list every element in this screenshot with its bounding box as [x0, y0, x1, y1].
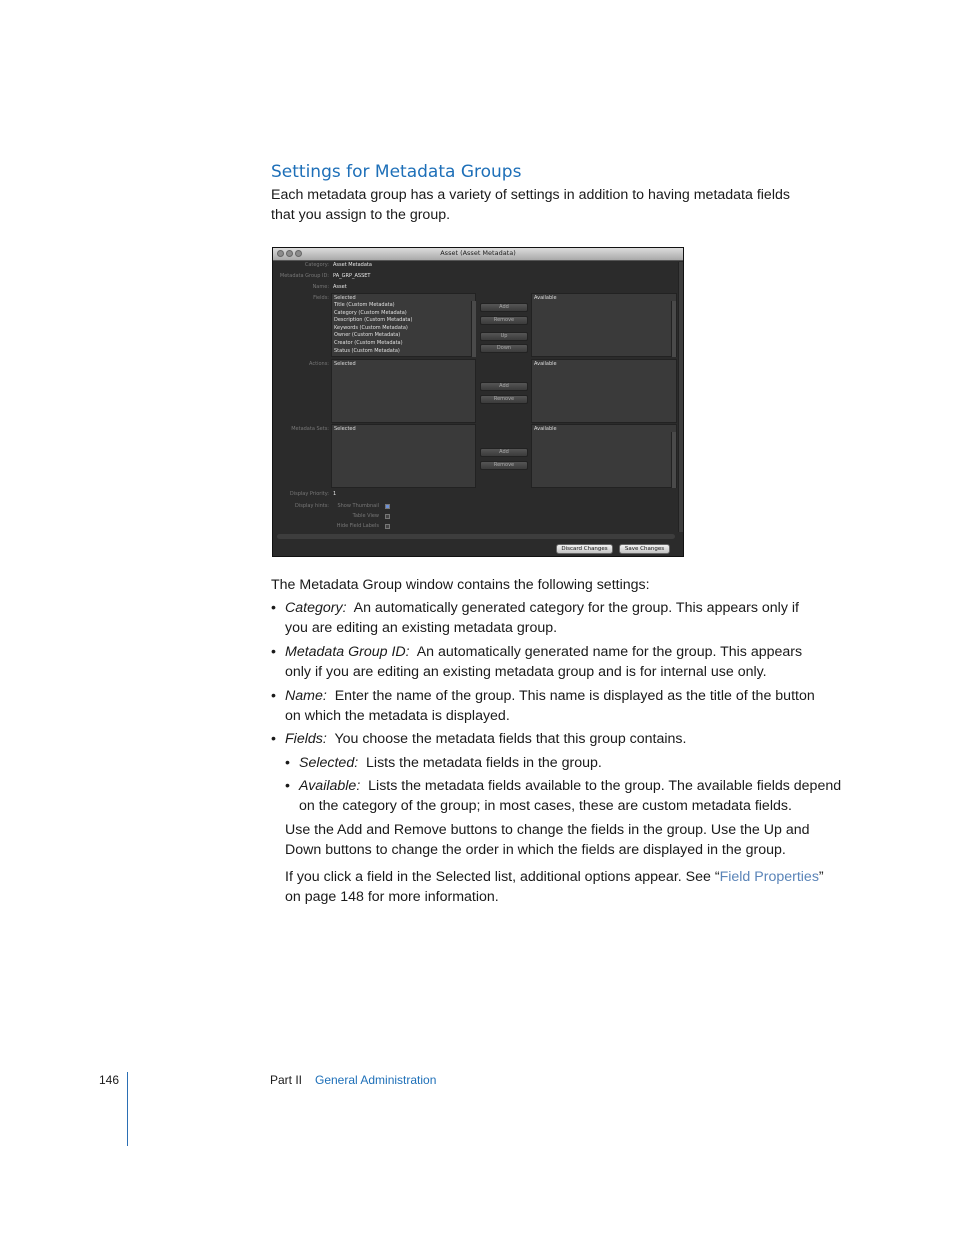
field-properties-paragraph: If you click a field in the Selected list, additional options appear. See “Field Properties” on page 148 for more information. — [285, 869, 824, 905]
list-item: • Name: Enter the name of the group. This name is displayed as the title of the button on which the metadata is displayed. — [271, 688, 815, 724]
remove-action-button[interactable]: Remove — [480, 395, 528, 404]
list-item[interactable]: Owner (Custom Metadata) — [334, 332, 401, 339]
display-priority-value[interactable]: 1 — [333, 491, 337, 497]
term-metadata-group-id: Metadata Group ID: — [285, 644, 410, 660]
sets-selected-list[interactable] — [331, 424, 476, 488]
list-item: • Metadata Group ID: An automatically generated name for the group. This appears only if you are editing an existing metadata group and is for internal use only. — [271, 644, 803, 680]
window-title: Asset (Asset Metadata) — [440, 249, 516, 257]
table-view-label: Table View — [352, 513, 379, 519]
add-remove-paragraph: Use the Add and Remove buttons to change the fields in the group. Use the Up and Down buttons to change the order in which the fields are displayed in the group. — [285, 822, 810, 858]
move-up-button[interactable]: Up — [480, 332, 528, 341]
fields-selected-scrollbar[interactable] — [471, 301, 476, 357]
list-item[interactable]: Title (Custom Metadata) — [334, 302, 395, 308]
intro-paragraph: Each metadata group has a variety of settings in addition to having metadata fields that you assign to the group. — [271, 187, 790, 223]
name-label: Name: — [312, 284, 329, 290]
sets-selected-header: Selected — [334, 426, 356, 432]
part-title: General Administration — [315, 1073, 437, 1087]
remove-field-button[interactable]: Remove — [480, 316, 528, 325]
category-label: Category: — [304, 262, 329, 268]
list-item: • Fields: You choose the metadata fields that this group contains. — [271, 731, 687, 747]
sets-available-header: Available — [534, 426, 557, 432]
actions-label: Actions: — [309, 361, 329, 367]
footer-rule — [127, 1072, 128, 1146]
save-changes-button[interactable]: Save Changes — [619, 544, 670, 554]
remove-set-button[interactable]: Remove — [480, 461, 528, 470]
display-hints-label: Display hints: — [295, 503, 329, 509]
table-view-checkbox[interactable] — [385, 514, 390, 519]
fields-selected-header: Selected — [334, 295, 356, 301]
window-titlebar — [273, 248, 683, 261]
lead-paragraph: The Metadata Group window contains the following settings: — [271, 577, 650, 593]
move-down-button[interactable]: Down — [480, 344, 528, 353]
list-item: • Selected: Lists the metadata fields in the group. — [285, 755, 602, 771]
fields-selected-list[interactable] — [331, 293, 476, 357]
show-thumbnail-checkbox[interactable] — [385, 504, 390, 509]
name-value: Asset — [333, 284, 347, 290]
group-id-label: Metadata Group ID: — [279, 273, 329, 279]
term-name: Name: — [285, 688, 327, 704]
list-item: • Category: An automatically generated category for the group. This appears only if you are editing an existing metadata group. — [271, 600, 799, 636]
field-properties-link[interactable]: Field Properties — [719, 869, 819, 885]
hide-field-labels-label: Hide Field Labels — [336, 523, 379, 529]
actions-available-list[interactable] — [531, 359, 677, 423]
list-item[interactable]: Status (Custom Metadata) — [334, 347, 400, 354]
fields-available-header: Available — [534, 295, 557, 301]
add-action-button[interactable]: Add — [480, 382, 528, 391]
term-category: Category: — [285, 600, 347, 616]
term-fields: Fields: — [285, 731, 327, 747]
sets-available-scrollbar[interactable] — [671, 432, 676, 488]
metadata-sets-label: Metadata Sets: — [291, 426, 329, 432]
actions-selected-list[interactable] — [331, 359, 476, 423]
add-set-button[interactable]: Add — [480, 448, 528, 457]
fields-label: Fields: — [313, 295, 329, 301]
actions-available-header: Available — [534, 361, 557, 367]
window-vertical-scrollbar[interactable] — [678, 262, 683, 532]
term-available: Available: — [299, 778, 361, 794]
fields-available-scrollbar[interactable] — [671, 301, 676, 357]
section-title: Settings for Metadata Groups — [271, 162, 522, 182]
list-item[interactable]: Keywords (Custom Metadata) — [334, 324, 408, 331]
metadata-group-window-screenshot — [272, 247, 684, 557]
fields-available-list[interactable] — [531, 293, 677, 357]
actions-selected-header: Selected — [334, 361, 356, 367]
part-label: Part II — [270, 1073, 303, 1087]
list-item: • Available: Lists the metadata fields available to the group. The available fields depend on the category of the group; in most cases, these are custom metadata fields. — [285, 778, 842, 814]
window-horizontal-scrollbar[interactable] — [277, 534, 675, 539]
discard-changes-button[interactable]: Discard Changes — [556, 544, 613, 554]
term-selected: Selected: — [299, 755, 359, 771]
list-item[interactable]: Category (Custom Metadata) — [334, 309, 407, 316]
sets-available-list[interactable] — [531, 424, 677, 488]
page-number: 146 — [99, 1073, 120, 1087]
category-value: Asset Metadata — [333, 262, 372, 268]
group-id-value: PA_GRP_ASSET — [333, 273, 371, 279]
list-item[interactable]: Description (Custom Metadata) — [334, 317, 413, 324]
show-thumbnail-label: Show Thumbnail — [337, 503, 379, 509]
add-field-button[interactable]: Add — [480, 303, 528, 312]
hide-field-labels-checkbox[interactable] — [385, 524, 390, 529]
display-priority-label: Display Priority: — [289, 491, 329, 497]
list-item[interactable]: Creator (Custom Metadata) — [334, 339, 403, 346]
